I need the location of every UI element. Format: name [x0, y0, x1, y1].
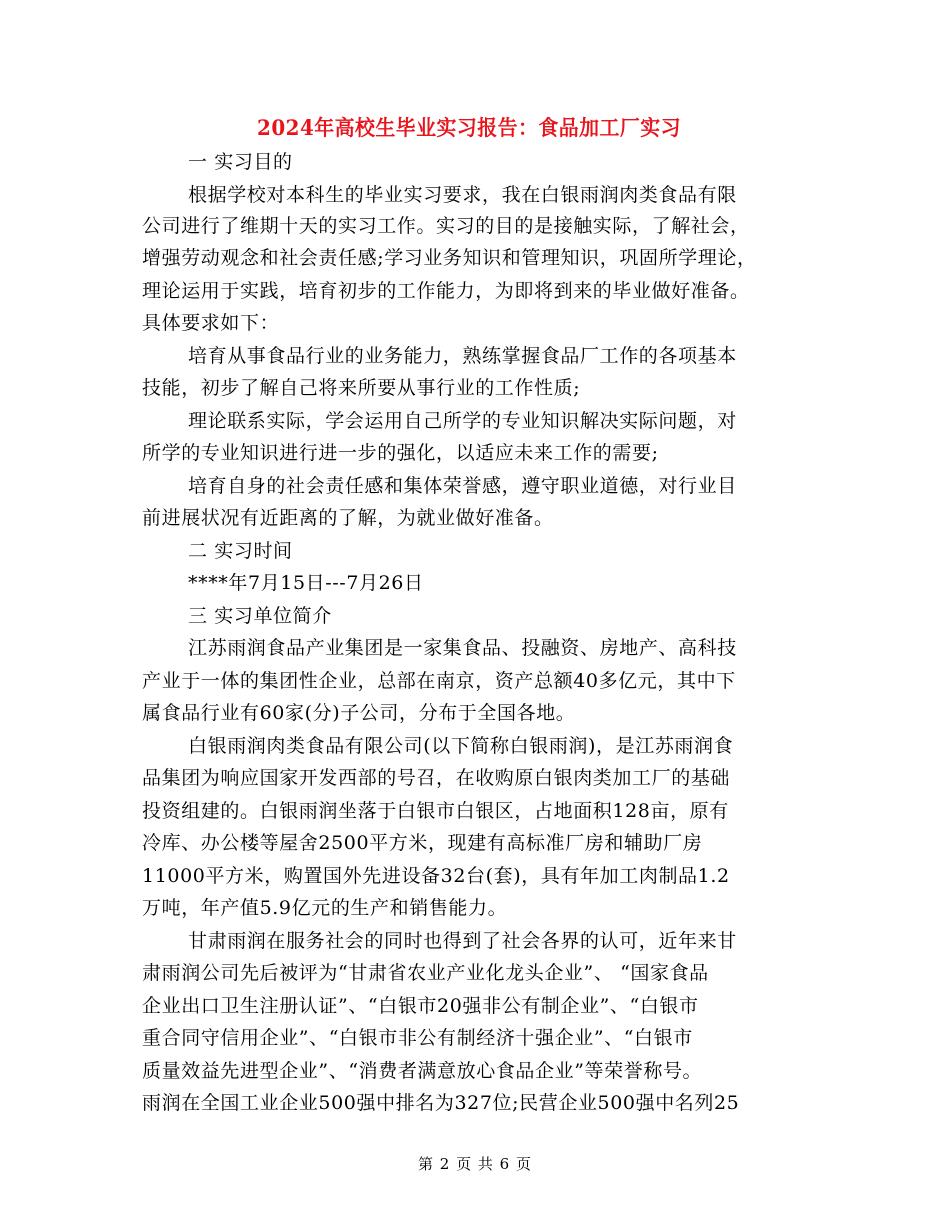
- section-heading: 一 实习目的: [188, 151, 293, 173]
- paragraph-line: 白银雨润肉类食品有限公司(以下简称白银雨润)，是江苏雨润食: [188, 735, 734, 757]
- paragraph-line: ****年7月15日---7月26日: [188, 572, 424, 594]
- paragraph-line: 技能，初步了解自己将来所要从事行业的工作性质;: [142, 377, 581, 399]
- paragraph-line: 培育自身的社会责任感和集体荣誉感，遵守职业道德，对行业目: [188, 475, 737, 497]
- paragraph-line: 增强劳动观念和社会责任感;学习业务知识和管理知识，巩固所学理论，: [142, 247, 757, 269]
- paragraph-line: 理论运用于实践，培育初步的工作能力，为即将到来的毕业做好准备。: [142, 280, 750, 302]
- paragraph-line: 肃雨润公司先后被评为“甘肃省农业产业化龙头企业”、 “国家食品: [142, 962, 709, 984]
- paragraph-line: 江苏雨润食品产业集团是一家集食品、投融资、房地产、高科技: [188, 637, 737, 659]
- paragraph-line: 质量效益先进型企业”、“消费者满意放心食品企业”等荣誉称号。: [142, 1060, 703, 1082]
- paragraph-line: 冷库、办公楼等屋舍2500平方米，现建有高标准厂房和辅助厂房: [142, 832, 703, 854]
- paragraph-line: 根据学校对本科生的毕业实习要求，我在白银雨润肉类食品有限: [188, 184, 737, 206]
- paragraph-line: 11000平方米，购置国外先进设备32台(套)，具有年加工肉制品1.2: [142, 865, 730, 887]
- section-heading: 二 实习时间: [188, 540, 293, 562]
- paragraph-line: 重合同守信用企业”、“白银市非公有制经济十强企业”、“白银市: [142, 1027, 693, 1049]
- paragraph-line: 产业于一体的集团性企业，总部在南京，资产总额40多亿元，其中下: [142, 670, 736, 692]
- paragraph-line: 企业出口卫生注册认证”、“白银市20强非公有制企业”、“白银市: [142, 995, 699, 1017]
- document-title: 2024年高校生毕业实习报告：食品加工厂实习: [257, 115, 681, 140]
- paragraph-line: 投资组建的。白银雨润坐落于白银市白银区，占地面积128亩，原有: [142, 800, 729, 822]
- paragraph-line: 公司进行了维期十天的实习工作。实习的目的是接触实际，了解社会，: [142, 215, 750, 237]
- paragraph-line: 前进展状况有近距离的了解，为就业做好准备。: [142, 507, 554, 529]
- page-number-footer: 第 2 页 共 6 页: [418, 1155, 532, 1173]
- paragraph-line: 属食品行业有60家(分)子公司，分布于全国各地。: [142, 702, 576, 724]
- paragraph-line: 甘肃雨润在服务社会的同时也得到了社会各界的认可，近年来甘: [188, 930, 737, 952]
- section-heading: 三 实习单位简介: [188, 605, 332, 627]
- paragraph-line: 品集团为响应国家开发西部的号召，在收购原白银肉类加工厂的基础: [142, 767, 731, 789]
- paragraph-line: 培育从事食品行业的业务能力，熟练掌握食品厂工作的各项基本: [188, 345, 737, 367]
- paragraph-line: 理论联系实际，学会运用自己所学的专业知识解决实际问题，对: [188, 410, 737, 432]
- paragraph-line: 雨润在全国工业企业500强中排名为327位;民营企业500强中名列25: [142, 1092, 740, 1114]
- paragraph-line: 所学的专业知识进行进一步的强化，以适应未来工作的需要;: [142, 442, 659, 464]
- paragraph-line: 万吨，年产值5.9亿元的生产和销售能力。: [142, 897, 508, 919]
- paragraph-line: 具体要求如下：: [142, 312, 280, 334]
